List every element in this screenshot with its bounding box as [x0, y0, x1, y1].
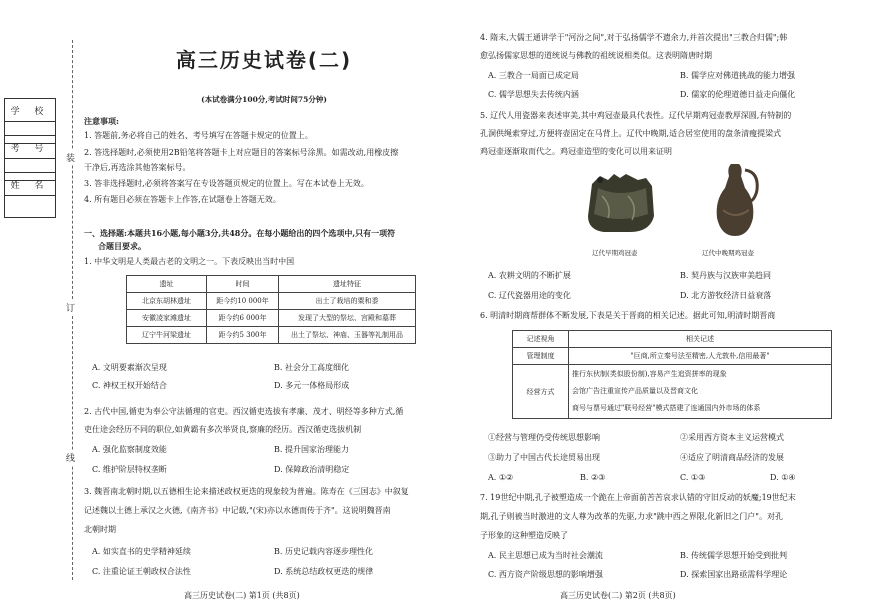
- table-header-row: [127, 276, 416, 293]
- q6-table: [512, 330, 832, 419]
- table-row: [127, 293, 416, 310]
- late-ewer-photo: [705, 160, 765, 240]
- table-header-cell: 遗址特征: [279, 276, 416, 293]
- page-footer: 高三历史试卷(二) 第1页 (共8页): [184, 591, 300, 600]
- table-cell: 距今约5 300年: [207, 327, 279, 344]
- table-cell: 距今约10 000年: [207, 293, 279, 310]
- table-cell: 出土了祭坛、神庙、玉器等礼制用品: [279, 327, 416, 344]
- q6-statement-3: ③助力了中国古代长途贸易出现: [488, 453, 600, 462]
- q1-option-c[interactable]: C. 神权王权开始结合: [92, 381, 167, 390]
- table-cell: 距今约6 000年: [207, 310, 279, 327]
- note-item: 干净后,再选涂其他答案标号。: [84, 163, 191, 172]
- note-item: 2. 答选择题时,必须使用2B铅笔将答题卡上对应题目的答案标号涂黑。如需改动,用橡皮擦: [84, 148, 399, 157]
- q3-option-d[interactable]: D. 系统总结政权更迭的规律: [274, 567, 374, 576]
- q1-table: [126, 275, 416, 344]
- q4-option-a[interactable]: A. 三教合一局面已成定局: [488, 71, 579, 80]
- table-header-cell: 记述视角: [513, 331, 569, 348]
- table-cell: 北京东胡林遗址: [127, 293, 207, 310]
- q2-option-a[interactable]: A. 强化监察制度效能: [92, 445, 167, 454]
- q3-option-b[interactable]: B. 历史记载内容逐步理性化: [274, 547, 373, 556]
- binding-char-xian: 线: [66, 450, 75, 465]
- table-cell: "巨商,所立秦号法至精密,人尤敦朴,信用最著": [569, 348, 832, 365]
- q6-statement-1: ①经营与管理仍受传统思想影响: [488, 433, 600, 442]
- q6-option-d[interactable]: D. ①④: [770, 473, 796, 482]
- q1-stem: 1. 中华文明是人类最古老的文明之一。下表反映出当时中国: [84, 257, 295, 266]
- q2-option-b[interactable]: B. 提升国家治理能力: [274, 445, 349, 454]
- q3-stem-line: 北朝时期: [84, 525, 116, 534]
- q6-statement-4: ④适应了明清商品经济的发展: [680, 453, 784, 462]
- name-field: [4, 196, 56, 218]
- note-item: 3. 答非选择题时,必须将答案写在专设答题页规定的位置上。写在本试卷上无效。: [84, 179, 369, 188]
- table-cell-line: 会馆广告注重宣传产品质量以及晋商文化: [572, 387, 698, 395]
- table-cell: 经营方式: [513, 365, 569, 419]
- q2-stem-line: 吏仕途会经历不同的职位,如黄霸有多次举贤良,察廉的经历。西汉循吏选拔机制: [84, 425, 362, 434]
- q5-option-c[interactable]: C. 辽代瓷器用途的变化: [488, 291, 571, 300]
- table-cell: 发现了大型的祭坛、宫殿和墓葬: [279, 310, 416, 327]
- table-cell: 管理制度: [513, 348, 569, 365]
- q3-stem-line: 记述魏以土德上承汉之火德,《南齐书》中记载,"(宋)亦以水德而传于齐"。这说明魏晋南: [84, 506, 391, 515]
- exam-title: 高三历史试卷(二): [175, 48, 353, 72]
- binding-char-zhuang: 装: [66, 150, 75, 165]
- page-1: [84, 0, 444, 607]
- exam-subtitle: (本试卷满分100分,考试时间75分钟): [201, 95, 327, 104]
- table-header-row: [513, 331, 832, 348]
- late-ewer-caption: 辽代中晚期鸡冠壶: [702, 249, 754, 257]
- note-item: 4. 所有题目必须在答题卡上作答,在试题卷上答题无效。: [84, 195, 281, 204]
- section-heading-cont: 合题目要求。: [98, 241, 146, 251]
- notes-heading: 注意事项:: [84, 116, 119, 126]
- page-footer: 高三历史试卷(二) 第2页 (共8页): [560, 591, 676, 600]
- q1-option-b[interactable]: B. 社会分工高度细化: [274, 363, 349, 372]
- q3-stem-line: 3. 魏晋南北朝时期,以五德相生论来描述政权更迭的现象较为普遍。陈寿在《三国志》中叙复: [84, 487, 409, 496]
- table-cell: 出土了栽培的粟和黍: [279, 293, 416, 310]
- q4-stem-line: 4. 隋末,大儒王通讲学于"河汾之间",对于弘扬儒学不遗余力,并首次提出"三教合归儒";韩: [480, 33, 788, 42]
- early-jar-caption: 辽代早期鸡冠壶: [592, 249, 638, 257]
- note-item: 1. 答题前,务必将自己的姓名、考号填写在答题卡规定的位置上。: [84, 131, 313, 140]
- table-row: [127, 327, 416, 344]
- q6-stem: 6. 明清时期商帮群体不断发展,下表是关于晋商的相关记述。据此可知,明清时期晋商: [480, 311, 776, 320]
- q4-option-b[interactable]: B. 儒学应对佛道挑战的能力增强: [680, 71, 795, 80]
- table-cell: [569, 365, 832, 419]
- table-header-cell: 遗址: [127, 276, 207, 293]
- q4-option-d[interactable]: D. 儒家的伦理道德日益走向僵化: [680, 90, 796, 99]
- q4-option-c[interactable]: C. 儒学思想失去传统内涵: [488, 90, 579, 99]
- q7-option-d[interactable]: D. 探索国家出路亟需科学理论: [680, 570, 788, 579]
- q5-stem-line: 5. 辽代人用瓷器来表述审美,其中鸡冠壶最具代表性。辽代早期鸡冠壶教厚深圆,有特制的: [480, 111, 792, 120]
- table-row: [513, 348, 832, 365]
- q5-option-d[interactable]: D. 北方游牧经济日益衰落: [680, 291, 772, 300]
- q3-option-a[interactable]: A. 如实直书的史学精神延续: [92, 547, 191, 556]
- page-2: [480, 0, 860, 607]
- q5-option-a[interactable]: A. 农耕文明的不断扩展: [488, 271, 571, 280]
- q2-stem-line: 2. 古代中国,循吏为奉公守法循理的官吏。西汉循吏选拔有孝廉、茂才、明经等多种方式,循: [84, 407, 404, 416]
- early-jar-photo: [580, 166, 660, 238]
- table-header-cell: 时间: [207, 276, 279, 293]
- binding-char-ding: 订: [66, 300, 75, 315]
- name-label: 姓 名: [4, 172, 56, 196]
- q7-option-b[interactable]: B. 传统儒学思想开始受到批判: [680, 551, 787, 560]
- q1-option-d[interactable]: D. 多元一体格局形成: [274, 381, 350, 390]
- q3-option-c[interactable]: C. 注重论证王朝政权合法性: [92, 567, 191, 576]
- q6-statement-2: ②采用西方资本主义运营模式: [680, 433, 784, 442]
- q7-option-a[interactable]: A. 民主思想已成为当时社会潮流: [488, 551, 603, 560]
- q2-option-c[interactable]: C. 维护阶层特权垄断: [92, 465, 167, 474]
- table-cell: 辽宁牛河梁遗址: [127, 327, 207, 344]
- q7-stem-line: 期,孔子则被当时激进的文人尊为改革的先驱,力求"跳中西之界限,化新旧之门户"。对孔: [480, 512, 783, 521]
- q2-option-d[interactable]: D. 保障政治清明稳定: [274, 465, 350, 474]
- table-row: [513, 365, 832, 419]
- q6-option-b[interactable]: B. ②③: [580, 473, 606, 482]
- q4-stem-line: 愈弘扬儒家思想的道统说与佛教的祖统说相类似。这表明隋唐时期: [480, 51, 712, 60]
- q1-option-a[interactable]: A. 文明要素渐次呈现: [92, 363, 167, 372]
- binding-margin: [0, 0, 70, 607]
- table-cell-line: 商号与票号通过"联号经营"模式搭建了连通国内外市场的体系: [572, 404, 761, 412]
- table-row: [127, 310, 416, 327]
- table-cell: 安徽凌家滩遗址: [127, 310, 207, 327]
- q5-option-b[interactable]: B. 契丹族与汉族审美趋同: [680, 271, 771, 280]
- q6-option-c[interactable]: C. ①③: [680, 473, 706, 482]
- q7-option-c[interactable]: C. 西方资产阶级思想的影响增强: [488, 570, 603, 579]
- table-header-cell: 相关记述: [569, 331, 832, 348]
- section-heading: 一、选择题:本题共16小题,每小题3分,共48分。在每小题给出的四个选项中,只有一项符: [84, 228, 396, 238]
- exam-number-label: 考 号: [4, 135, 56, 159]
- q6-option-a[interactable]: A. ①②: [488, 473, 514, 482]
- table-cell-line: 推行东伙制(类似股份制),容易产生追资拼率的现象: [572, 370, 727, 378]
- q7-stem-line: 7. 19世纪中期,孔子被塑造成一个跪在上帝面前苦苦哀求认错的守旧反动的妖魔;19世纪末: [480, 493, 796, 502]
- q5-stem-line: 孔洞供绳索穿过,方便将壶固定在马背上。辽代中晚期,适合居室使用的盘条清瘦提梁式: [480, 129, 782, 138]
- q7-stem-line: 子形象的这种塑造反映了: [480, 531, 568, 540]
- q5-stem-line: 鸡冠壶逐渐取而代之。鸡冠壶造型的变化可以用来证明: [480, 147, 672, 156]
- school-label: 学 校: [4, 98, 56, 122]
